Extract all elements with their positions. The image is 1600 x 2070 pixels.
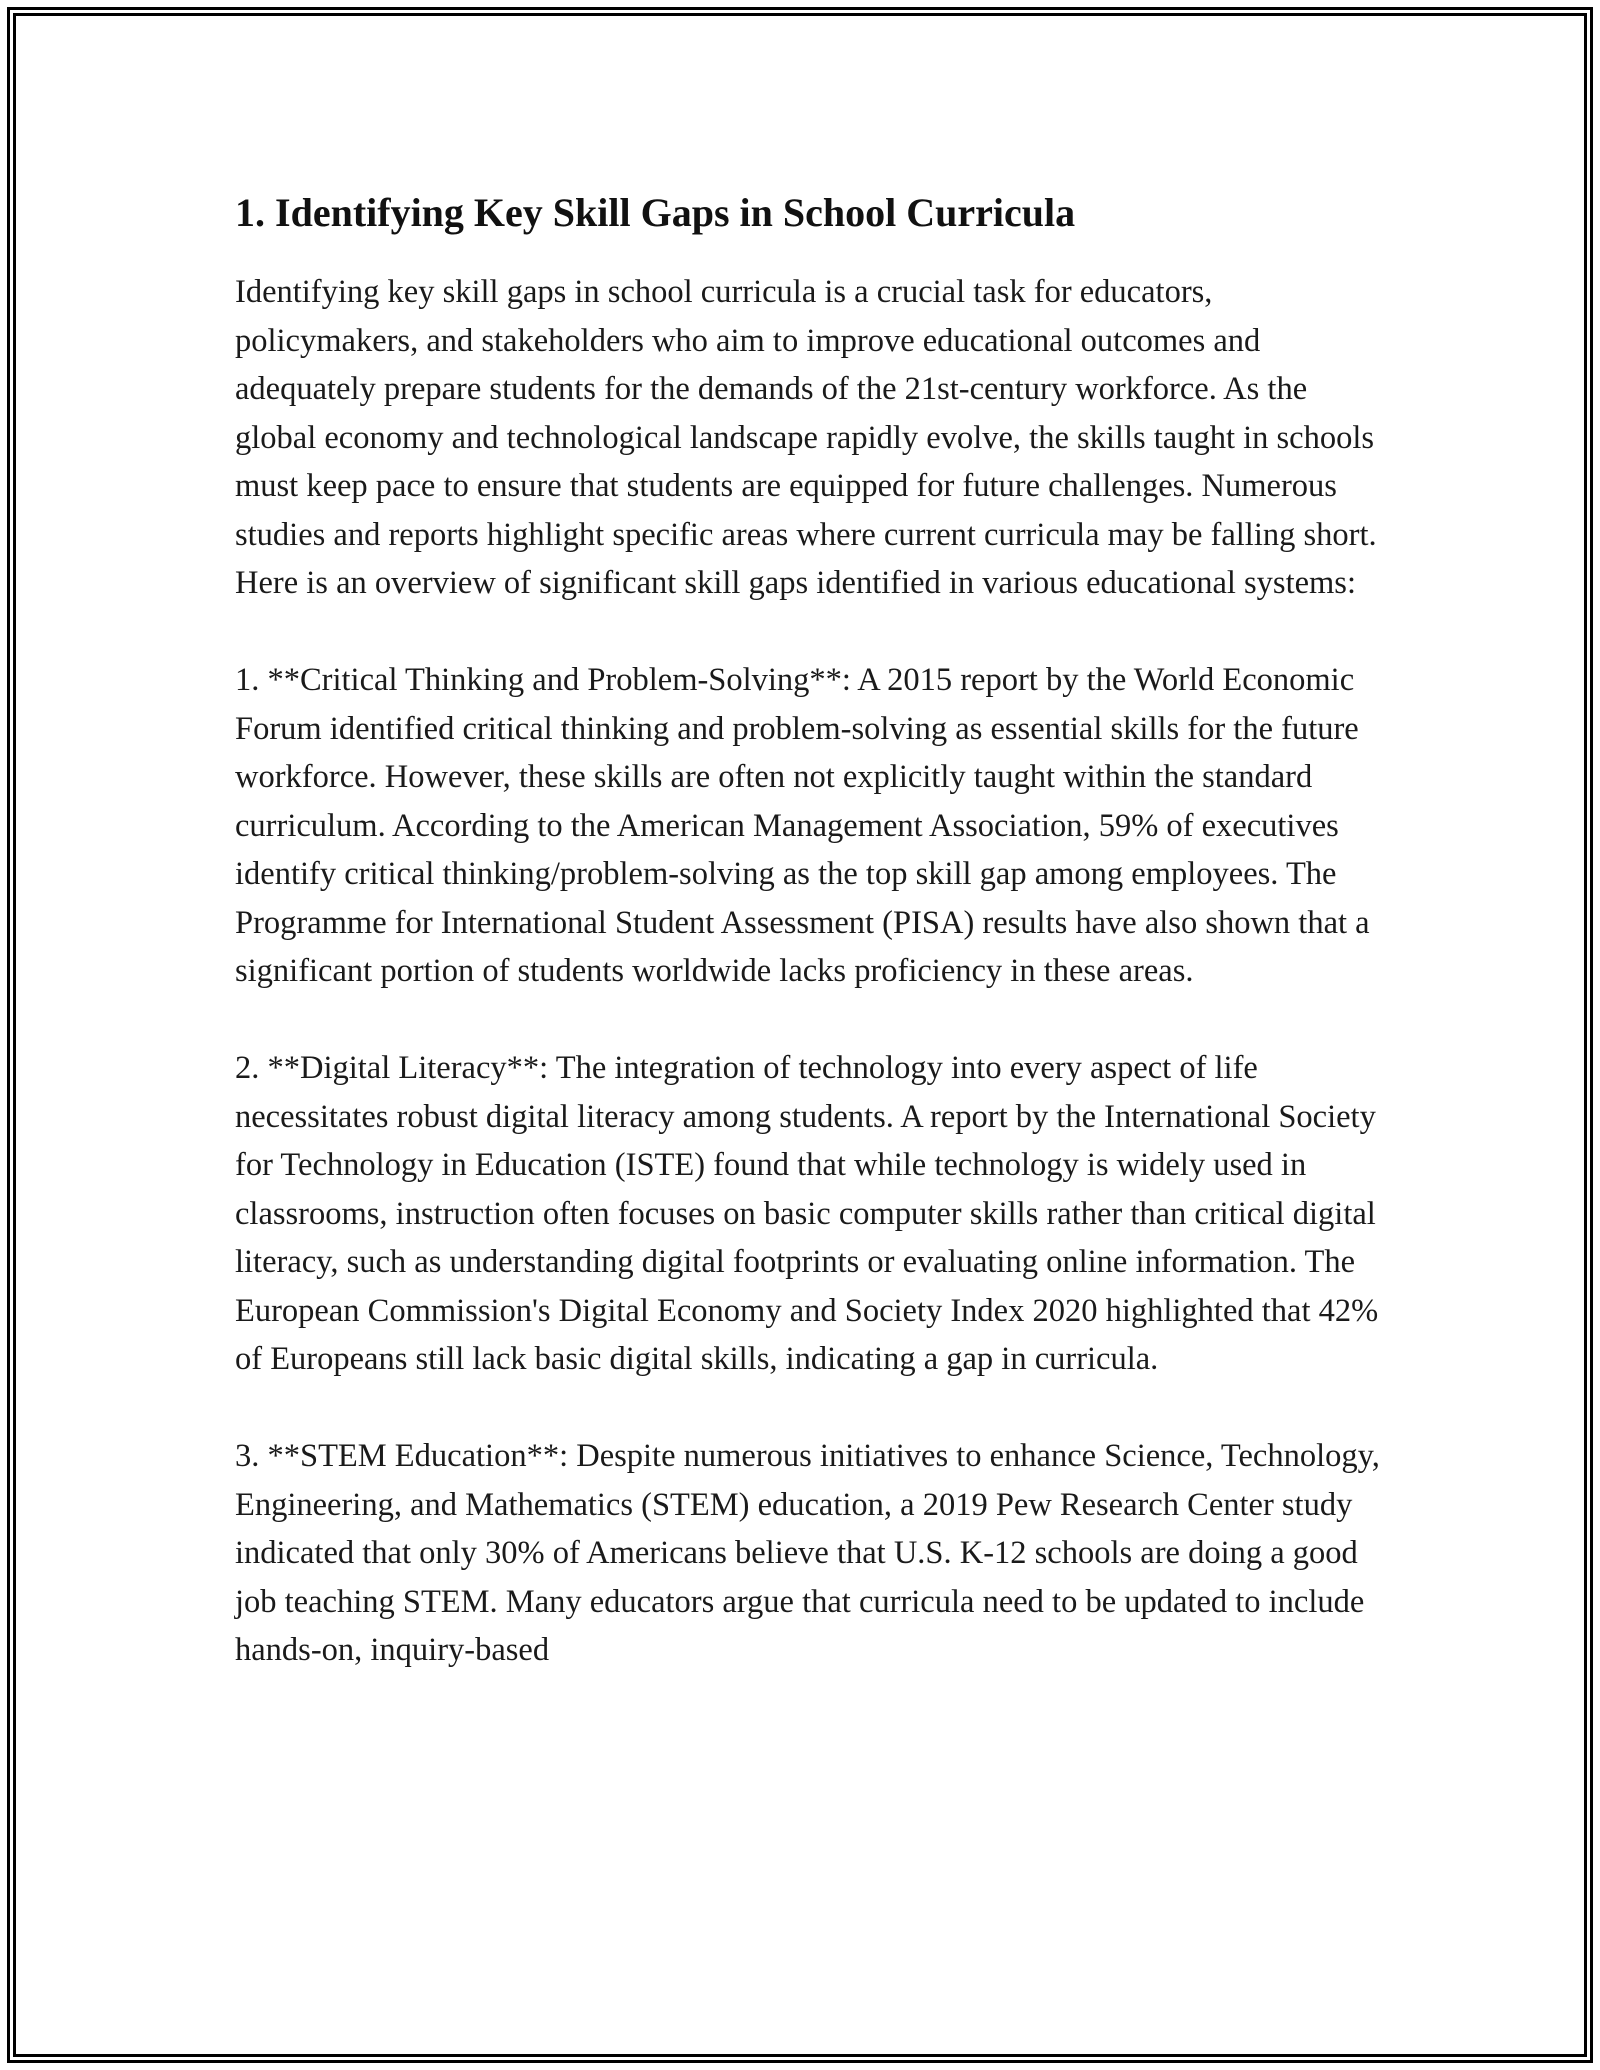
critical-thinking-paragraph: 1. **Critical Thinking and Problem-Solving**: A 2015 report by the World Economic Forum identified critical thinking and problem-solving as essential skills for the future workforce. However, these skills are often not explicitly taught within the standard curriculum. According to the American Management Association, 59% of executives identify critical thinking/problem-solving as the top skill gap among employees. The Programme for International Student Assessment (PISA) results have also shown that a significant portion of students worldwide lacks proficiency in these areas. — [235, 662, 1370, 989]
stem-education-paragraph: 3. **STEM Education**: Despite numerous initiatives to enhance Science, Technology, Engineering, and Mathematics (STEM) education, a 2019 Pew Research Center study indicated that only 30% of Americans believe that U.S. K-12 schools are doing a good job teaching STEM. Many educators argue that curricula need to be updated to include hands-on, inquiry-based — [235, 1438, 1380, 1668]
document-body — [235, 180, 1385, 1723]
intro-paragraph: Identifying key skill gaps in school curricula is a crucial task for educators, policymakers, and stakeholders who aim to improve educational outcomes and adequately prepare students for the demands of the 21st-century workforce. As the global economy and technological landscape rapidly evolve, the skills taught in schools must keep pace to ensure that students are equipped for future challenges. Numerous studies and reports highlight specific areas where current curricula may be falling short. Here is an overview of significant skill gaps identified in various educational systems: — [235, 274, 1377, 601]
section-heading: 1. Identifying Key Skill Gaps in School Curricula — [235, 190, 1076, 235]
digital-literacy-paragraph: 2. **Digital Literacy**: The integration of technology into every aspect of life necessitates robust digital literacy among students. A report by the International Society for Technology in Education (ISTE) found that while technology is widely used in classrooms, instruction often focuses on basic computer skills rather than critical digital literacy, such as understanding digital footprints or evaluating online information. The European Commission's Digital Economy and Society Index 2020 highlighted that 42% of Europeans still lack basic digital skills, indicating a gap in curricula. — [235, 1050, 1379, 1377]
